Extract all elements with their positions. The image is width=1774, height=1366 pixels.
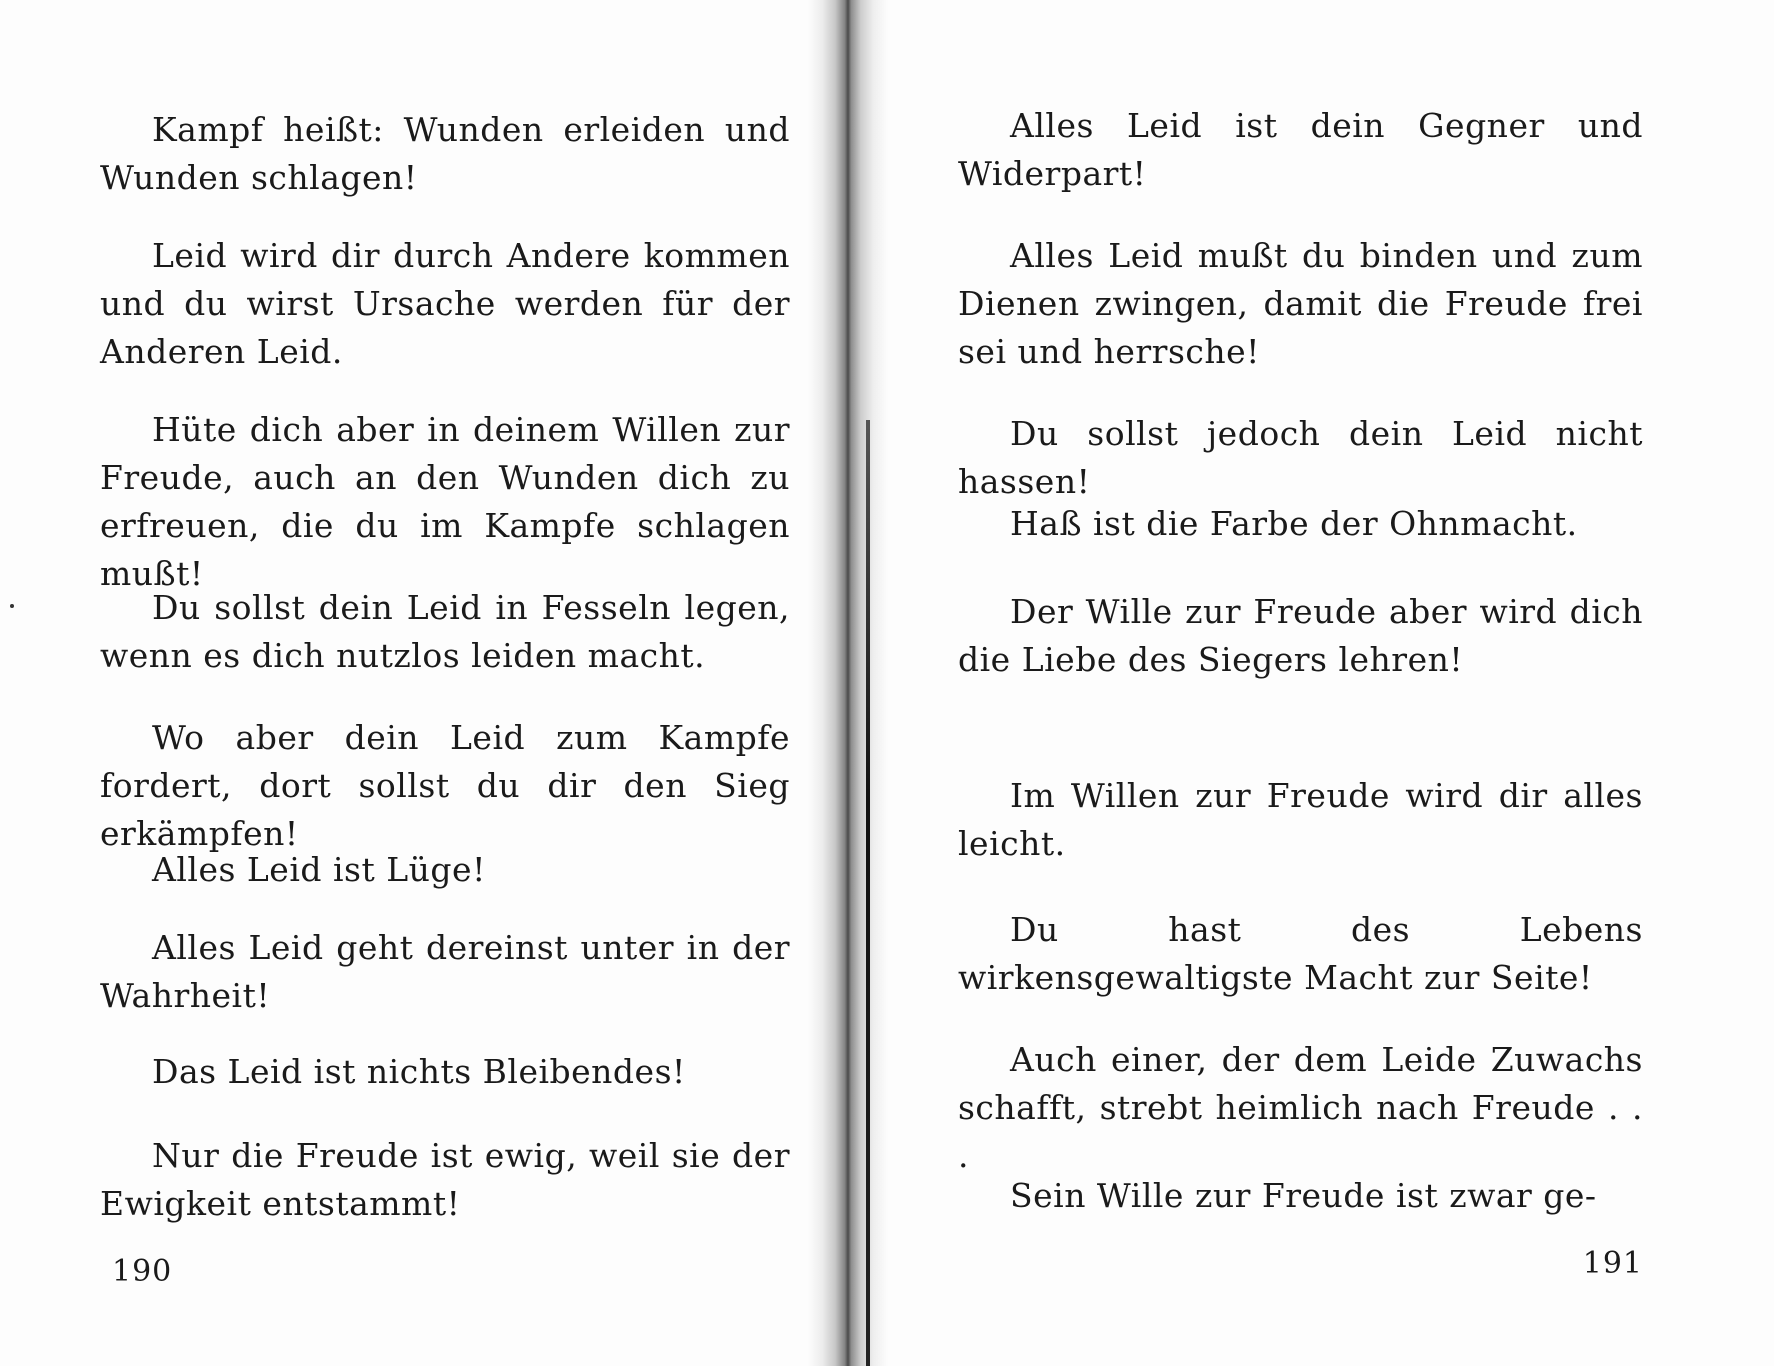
paragraph: Im Willen zur Freude wird dir alles leicht. bbox=[958, 776, 1643, 863]
paragraph: Du sollst jedoch dein Leid nicht hassen! bbox=[958, 414, 1643, 501]
page-number-right: 191 bbox=[1582, 1246, 1643, 1281]
book-gutter bbox=[808, 0, 888, 1366]
paragraph: Sein Wille zur Freude ist zwar ge- bbox=[1010, 1176, 1597, 1215]
paragraph: Alles Leid geht dereinst unter in der Wahrheit! bbox=[100, 928, 790, 1015]
paragraph: Das Leid ist nichts Bleibendes! bbox=[152, 1052, 686, 1091]
paragraph: Leid wird dir durch Andere kommen und du wirst Ursache werden für der Anderen Leid. bbox=[100, 236, 790, 371]
paragraph: Hüte dich aber in deinem Willen zur Freude, auch an den Wunden dich zu erfreuen, die du im Kampfe schlagen mußt! bbox=[100, 410, 790, 593]
paragraph: Alles Leid mußt du binden und zum Dienen zwingen, damit die Freude frei sei und herrsche! bbox=[958, 236, 1643, 371]
paragraph: Alles Leid ist Lüge! bbox=[152, 850, 486, 889]
paragraph: Du hast des Lebens wirkensgewaltigste Macht zur Seite! bbox=[958, 910, 1643, 997]
paragraph: Du sollst dein Leid in Fesseln legen, wenn es dich nutzlos leiden macht. bbox=[100, 588, 790, 675]
gutter-shadow-line bbox=[866, 420, 870, 1366]
paragraph: Auch einer, der dem Leide Zuwachs schafft, strebt heimlich nach Freude . . . bbox=[958, 1040, 1643, 1175]
paragraph: Der Wille zur Freude aber wird dich die Liebe des Siegers lehren! bbox=[958, 592, 1643, 679]
paragraph: Wo aber dein Leid zum Kampfe fordert, dort sollst du dir den Sieg erkämpfen! bbox=[100, 718, 790, 853]
paragraph: Kampf heißt: Wunden erleiden und Wunden schlagen! bbox=[100, 110, 790, 197]
paragraph: Haß ist die Farbe der Ohnmacht. bbox=[1010, 504, 1578, 543]
page-number-left: 190 bbox=[112, 1254, 173, 1289]
paragraph: Nur die Freude ist ewig, weil sie der Ewigkeit entstammt! bbox=[100, 1136, 790, 1223]
print-speck bbox=[10, 604, 14, 608]
paragraph: Alles Leid ist dein Gegner und Widerpart! bbox=[958, 106, 1643, 193]
